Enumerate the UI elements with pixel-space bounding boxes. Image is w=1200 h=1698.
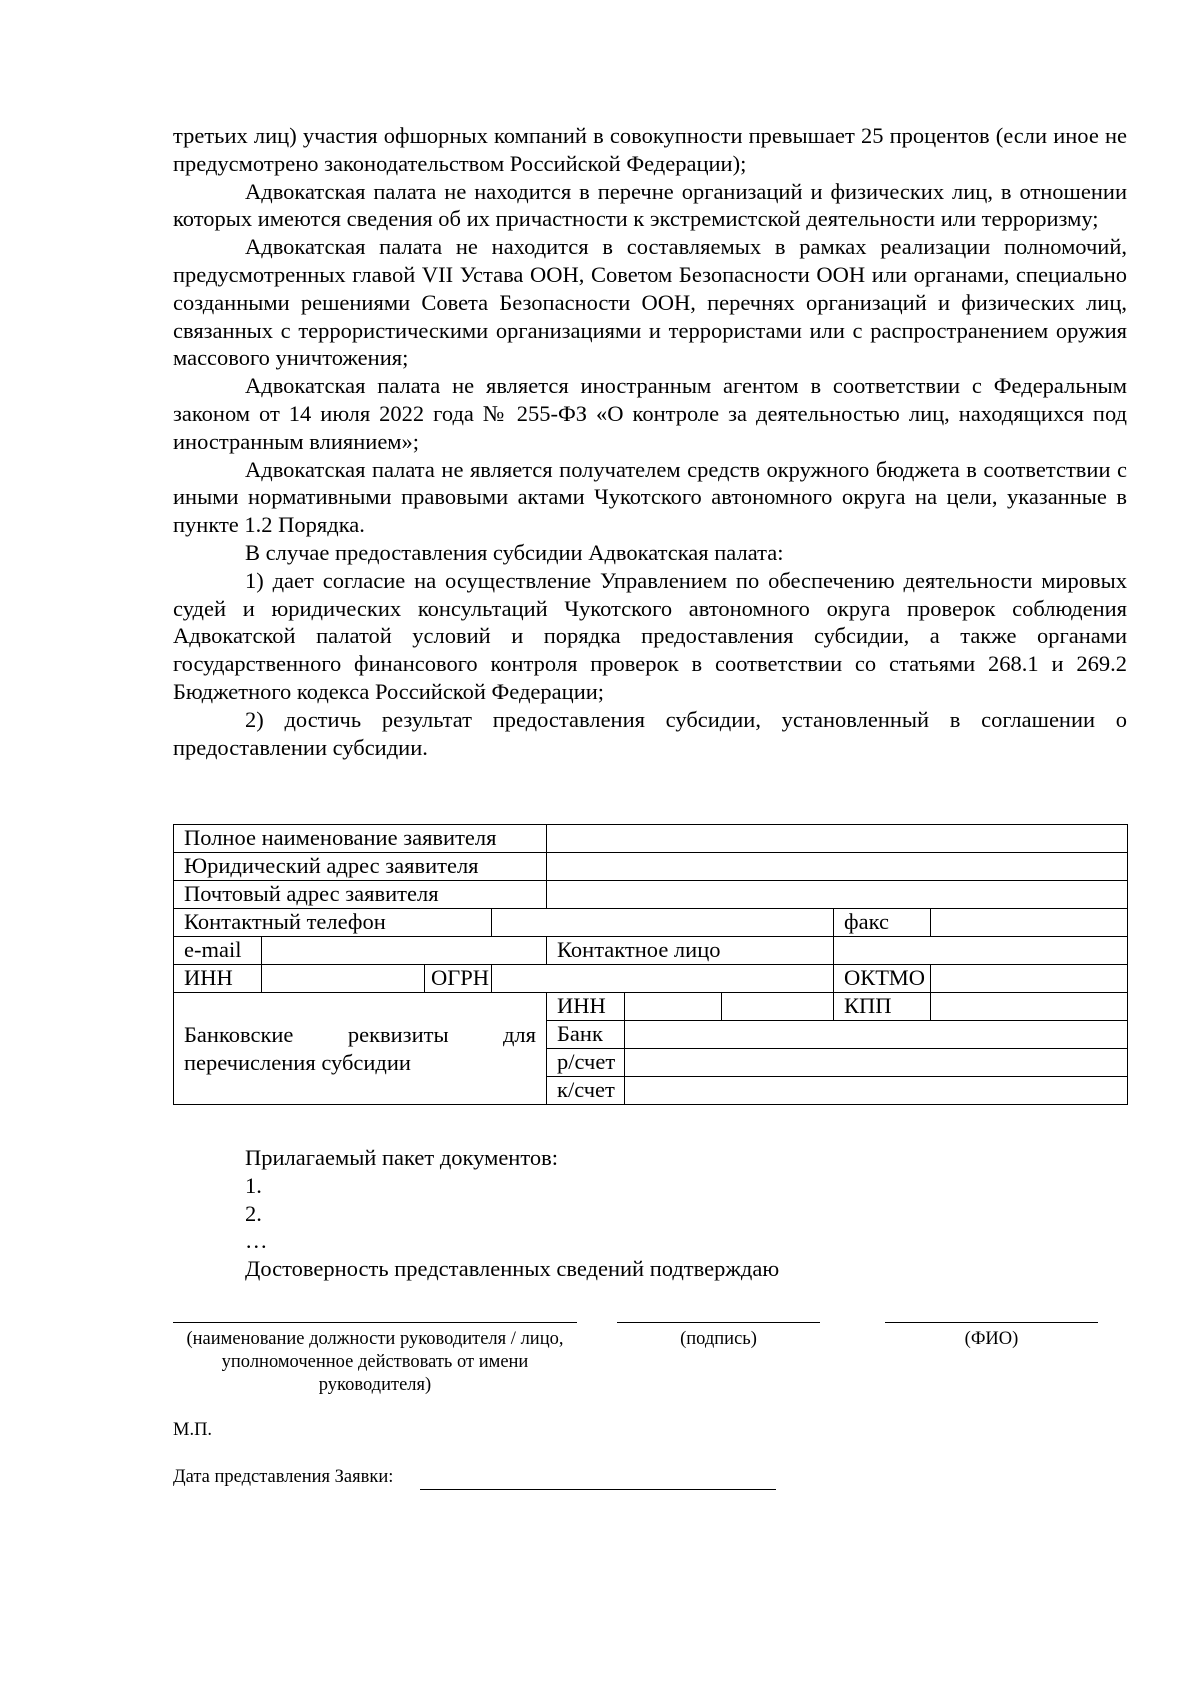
table-row xyxy=(174,909,1128,937)
kpp-value[interactable] xyxy=(931,993,1128,1021)
phone-label: Контактный телефон xyxy=(174,909,492,937)
bank-label: Банк xyxy=(547,1021,625,1048)
fax-value[interactable] xyxy=(931,909,1128,937)
paragraph-consent: 1) дает согласие на осуществление Управлением по обеспечению деятельности мировых судей и юридических консультаций Чукотского автономного округа проверок соблюдения Адвокатской палатой условий и порядка предоставления субсидии, а также органами государственного финансового контроля проверок в соответствии со статьями 268.1 и 269.2 Бюджетного кодекса Российской Федерации; xyxy=(173,567,1127,704)
paragraph-un-lists: Адвокатская палата не находится в составляемых в рамках реализации полномочий, предусмотренных главой VII Устава ООН, Советом Безопасности ООН или органами, специально созданными решениями Совета Безопасности ООН, перечнях организаций и физических лиц, связанных с террористическими организациями и террористами или с распространением оружия массового уничтожения; xyxy=(173,234,1127,371)
contact-person-value[interactable] xyxy=(834,937,1128,965)
email-label: e-mail xyxy=(174,937,262,965)
contact-person-label: Контактное лицо xyxy=(547,937,834,965)
bank-inn-value-ext[interactable] xyxy=(722,993,834,1021)
ks-cell xyxy=(547,1077,1128,1105)
postal-address-label: Почтовый адрес заявителя xyxy=(174,881,547,909)
email-value[interactable] xyxy=(262,937,547,965)
paragraph-budget: Адвокатская палата не является получателем средств окружного бюджета в соответствии с иными нормативными правовыми актами Чукотского автономного округа на цели, указанные в пункте 1.2 Порядка. xyxy=(173,456,1127,538)
paragraph-foreign-agent: Адвокатская палата не является иностранным агентом в соответствии с Федеральным законом от 14 июля 2022 года № 255-ФЗ «О контроле за деятельностью лиц, находящихся под иностранным влиянием»; xyxy=(173,373,1127,454)
attachment-ellipsis: … xyxy=(245,1228,268,1254)
paragraph-offshore: третьих лиц) участия офшорных компаний в совокупности превышает 25 процентов (если иное не предусмотрено законодательством Российской Федерации); xyxy=(173,123,1127,176)
rs-value[interactable] xyxy=(625,1049,1127,1076)
table-row xyxy=(174,993,1128,1021)
attachments-title: Прилагаемый пакет документов: xyxy=(245,1145,559,1170)
oktmo-value[interactable] xyxy=(931,965,1128,993)
full-name-label: Полное наименование заявителя xyxy=(174,825,547,853)
ks-label: к/счет xyxy=(547,1077,625,1104)
attachments-block xyxy=(245,1144,779,1283)
attachment-item: 2. xyxy=(245,1200,262,1226)
fax-label: факс xyxy=(834,909,931,937)
table-row xyxy=(174,965,1128,993)
rs-label: р/счет xyxy=(547,1049,625,1076)
paragraph-result: 2) достичь результат предоставления субсидии, установленный в соглашении о предоставлении субсидии. xyxy=(173,706,1127,760)
bank-details-label: Банковские реквизиты для перечисления субсидии xyxy=(174,993,547,1105)
table-row xyxy=(174,881,1128,909)
table-row xyxy=(174,853,1128,881)
confirmation-text: Достоверность представленных сведений подтверждаю xyxy=(245,1256,780,1282)
table-row xyxy=(174,825,1128,853)
bank-inn-value[interactable] xyxy=(625,993,721,1020)
paragraph-subsidy-case: В случае предоставления субсидии Адвокатская палата: xyxy=(245,539,784,565)
paragraph-extremism: Адвокатская палата не находится в перечне организаций и физических лиц, в отношении которых имеются сведения об их причастности к экстремистской деятельности или терроризму; xyxy=(173,178,1127,232)
stamp-placeholder: М.П. xyxy=(173,1420,213,1440)
phone-value[interactable] xyxy=(492,909,834,937)
position-caption: (наименование должности руководителя / лицо, уполномоченное действовать от имени руководителя) xyxy=(186,1329,564,1395)
ogrn-value[interactable] xyxy=(492,965,834,993)
body-text xyxy=(173,122,1127,761)
position-line xyxy=(173,1322,577,1323)
inn-label: ИНН xyxy=(174,965,262,993)
full-name-value[interactable] xyxy=(547,825,1128,853)
legal-address-value[interactable] xyxy=(547,853,1128,881)
postal-address-value[interactable] xyxy=(547,881,1128,909)
oktmo-label: ОКТМО xyxy=(834,965,931,993)
fio-line xyxy=(885,1322,1098,1323)
rs-cell xyxy=(547,1049,1128,1077)
applicant-details-table xyxy=(173,824,1128,1105)
ks-value[interactable] xyxy=(625,1077,1127,1104)
bank-value[interactable] xyxy=(625,1021,1127,1048)
signature-caption: (подпись) xyxy=(680,1329,757,1349)
attachment-item: 1. xyxy=(245,1172,262,1198)
fio-caption: (ФИО) xyxy=(964,1329,1019,1349)
date-label: Дата представления Заявки: xyxy=(173,1467,394,1487)
table-row xyxy=(174,937,1128,965)
signature-line xyxy=(617,1322,820,1323)
inn-value[interactable] xyxy=(262,965,492,993)
bank-cell xyxy=(547,1021,1128,1049)
kpp-label: КПП xyxy=(834,993,931,1021)
ogrn-label: ОГРН xyxy=(424,965,491,992)
bank-inn-cell xyxy=(547,993,722,1021)
bank-inn-label: ИНН xyxy=(547,993,625,1020)
legal-address-label: Юридический адрес заявителя xyxy=(174,853,547,881)
date-line[interactable] xyxy=(420,1489,776,1490)
